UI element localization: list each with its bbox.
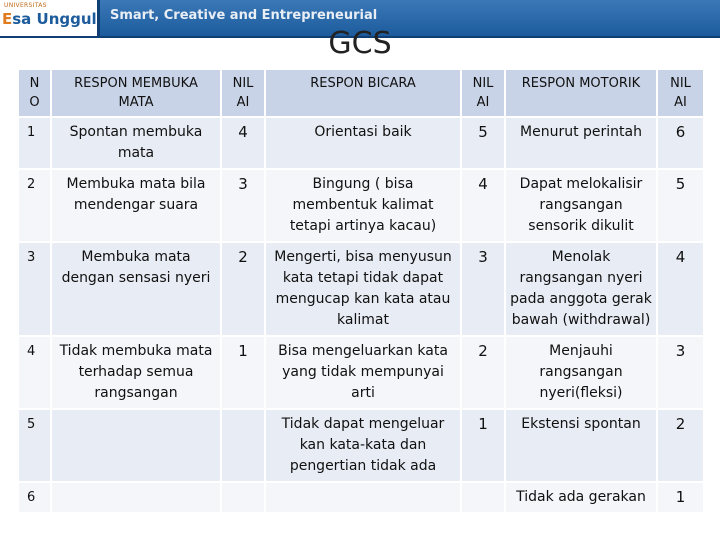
cell-eye-score bbox=[221, 482, 265, 513]
table-row bbox=[18, 482, 704, 513]
table-row bbox=[18, 409, 704, 482]
cell-motor-response: Ekstensi spontan bbox=[505, 409, 657, 482]
cell-verbal-response: Bisa mengeluarkan kata yang tidak mempunyai arti bbox=[265, 336, 461, 409]
cell-motor-score: 3 bbox=[657, 336, 704, 409]
logo-initial: E bbox=[2, 10, 13, 28]
cell-eye-score: 1 bbox=[221, 336, 265, 409]
cell-verbal-response: Bingung ( bisa membentuk kalimat tetapi artinya kacau) bbox=[265, 169, 461, 242]
header-motor-response: RESPON MOTORIK bbox=[505, 69, 657, 117]
cell-motor-score: 5 bbox=[657, 169, 704, 242]
table-row bbox=[18, 117, 704, 169]
cell-verbal-score: 4 bbox=[461, 169, 505, 242]
cell-verbal-score: 3 bbox=[461, 242, 505, 336]
cell-motor-score: 6 bbox=[657, 117, 704, 169]
header-eye-response: RESPON MEMBUKA MATA bbox=[51, 69, 221, 117]
cell-verbal-score bbox=[461, 482, 505, 513]
cell-eye-response: Tidak membuka mata terhadap semua rangsangan bbox=[51, 336, 221, 409]
cell-eye-response: Spontan membuka mata bbox=[51, 117, 221, 169]
cell-verbal-score: 5 bbox=[461, 117, 505, 169]
cell-verbal-response: Orientasi baik bbox=[265, 117, 461, 169]
cell-motor-score: 4 bbox=[657, 242, 704, 336]
gcs-table bbox=[17, 68, 705, 514]
cell-verbal-score: 2 bbox=[461, 336, 505, 409]
header-no: N O bbox=[18, 69, 51, 117]
cell-eye-response bbox=[51, 482, 221, 513]
table-row bbox=[18, 336, 704, 409]
cell-motor-response: Menurut perintah bbox=[505, 117, 657, 169]
cell-eye-score: 2 bbox=[221, 242, 265, 336]
cell-eye-response: Membuka mata bila mendengar suara bbox=[51, 169, 221, 242]
cell-motor-score: 1 bbox=[657, 482, 704, 513]
cell-eye-score: 3 bbox=[221, 169, 265, 242]
header-verbal-response: RESPON BICARA bbox=[265, 69, 461, 117]
cell-eye-response: Membuka mata dengan sensasi nyeri bbox=[51, 242, 221, 336]
header-tagline: Smart, Creative and Entrepreneurial bbox=[110, 8, 378, 23]
cell-verbal-score: 1 bbox=[461, 409, 505, 482]
cell-motor-response: Menolak rangsangan nyeri pada anggota gerak bawah (withdrawal) bbox=[505, 242, 657, 336]
table-row bbox=[18, 169, 704, 242]
logo-name: sa Unggul bbox=[12, 10, 97, 28]
cell-eye-response bbox=[51, 409, 221, 482]
cell-motor-response: Dapat melokalisir rangsangan sensorik dikulit bbox=[505, 169, 657, 242]
cell-verbal-response bbox=[265, 482, 461, 513]
cell-verbal-response: Mengerti, bisa menyusun kata tetapi tidak dapat mengucap kan kata atau kalimat bbox=[265, 242, 461, 336]
cell-eye-score: 4 bbox=[221, 117, 265, 169]
cell-no: 2 bbox=[18, 169, 51, 242]
table-header-row bbox=[18, 69, 704, 117]
cell-motor-score: 2 bbox=[657, 409, 704, 482]
cell-no: 1 bbox=[18, 117, 51, 169]
cell-motor-response: Tidak ada gerakan bbox=[505, 482, 657, 513]
cell-no: 5 bbox=[18, 409, 51, 482]
cell-eye-score bbox=[221, 409, 265, 482]
page-title: GCS bbox=[328, 26, 392, 61]
cell-verbal-response: Tidak dapat mengeluar kan kata-kata dan pengertian tidak ada bbox=[265, 409, 461, 482]
table-row bbox=[18, 242, 704, 336]
cell-no: 3 bbox=[18, 242, 51, 336]
header-eye-score: NIL AI bbox=[221, 69, 265, 117]
logo-subtitle: UNIVERSITAS bbox=[4, 2, 47, 9]
cell-no: 6 bbox=[18, 482, 51, 513]
cell-motor-response: Menjauhi rangsangan nyeri(fleksi) bbox=[505, 336, 657, 409]
header-motor-score: NIL AI bbox=[657, 69, 704, 117]
header-verbal-score: NIL AI bbox=[461, 69, 505, 117]
cell-no: 4 bbox=[18, 336, 51, 409]
